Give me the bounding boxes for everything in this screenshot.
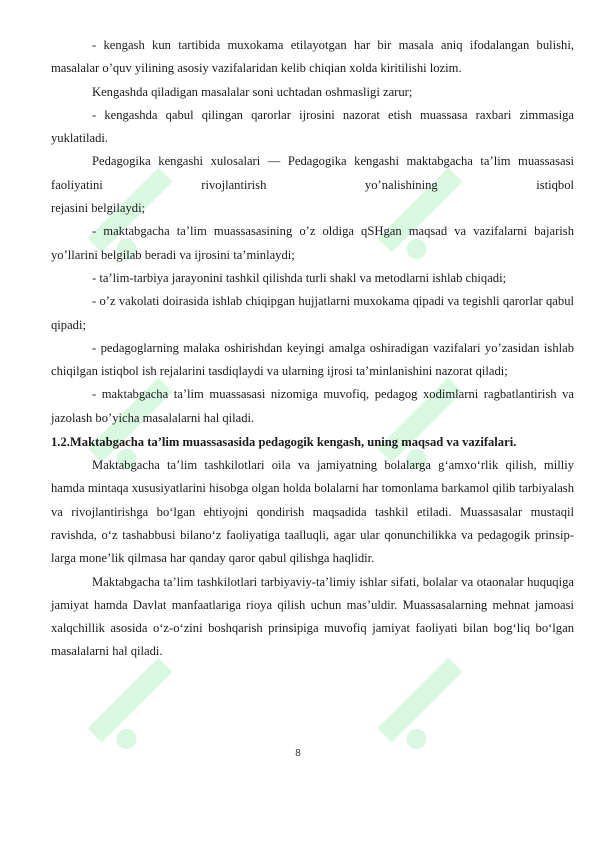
paragraph: - kengash kun tartibida muxokama etilayotgan har bir masala aniq ifodalangan bulishi, masalalar o’quv yilining asosiy vazifalaridan kelib chiqian xolda kiritilishi lozim. [51, 38, 574, 76]
paragraph: Pedagogika kengashi xulosalari — Pedagogika kengashi maktabgacha ta’lim muassasasi faoliyatini rivojlantirish yo’nalishining istiqbol [51, 154, 574, 192]
paragraph-continuation: rejasini belgilaydi; [51, 201, 146, 216]
section-heading: 1.2.Maktabgacha ta’lim muassasasida pedagogik kengash, uning maqsad va vazifalari. [51, 435, 517, 450]
page-number: 8 [295, 748, 301, 759]
document-page [51, 34, 574, 664]
paragraph: Maktabgacha ta’lim tashkilotlari oila va jamiyatning bolalarga g‘amxo‘rlik qilish, milliy hamda mintaqa xususiyatlarini hisobga olgan holda bolalarni har tomonlama barkamol qilib tarbiyalash va rivojlantirishga bo‘lgan ehtiyojni qondirish maqsadida tashkil etiladi. Muassasalar mustaqil ravishda, o‘z tashabbusi bilano‘z faoliyatiga taalluqli, agar ular qonunchilikka va pedagogik prinsip-larga mone’lik qilmasa har qanday qaror qabul qilishga haqlidir. [51, 458, 574, 566]
paragraph: - kengashda qabul qilingan qarorlar ijrosini nazorat etish muassasa raxbari zimmasiga yuklatiladi. [51, 107, 574, 146]
paragraph: - maktabgacha ta’lim muassasasining o’z oldiga qSHgan maqsad va vazifalarni bajarish yo’llarini belgilab beradi va ijrosini ta’minlaydi; [51, 224, 574, 262]
paragraph: - pedagoglarning malaka oshirishdan keyingi amalga oshiradigan vazifalari yo’zasidan ishlab chiqilgan istiqbol ish rejalarini tasdiqlaydi va ularning ijrosi ta’minlanishini nazorat qiladi; [51, 340, 574, 379]
paragraph: - ta’lim-tarbiya jarayonini tashkil qilishda turli shakl va metodlarni ishlab chiqadi; [92, 270, 507, 285]
paragraph: Kengashda qiladigan masalalar soni uchtadan oshmasligi zarur; [92, 84, 413, 99]
paragraph: - maktabgacha ta’lim muassasasi nizomiga muvofiq, pedagog xodimlarni ragbatlantirish va jazolash bo’yicha masalalarni hal qiladi. [51, 387, 574, 425]
paragraph: - o’z vakolati doirasida ishlab chiqipgan hujjatlarni muxokama qipadi va tegishli qarorlar qabul qipadi; [51, 294, 574, 332]
paragraph: Maktabgacha ta’lim tashkilotlari tarbiyaviy-ta’limiy ishlar sifati, bolalar va otaonalar huquqiga jamiyat hamda Davlat manfaatlariga rioya qilish uchun mas’uldir. Muassasalarning mehnat jamoasi xalqchillik asosida o‘z-o‘zini boshqarish prinsipiga muvofiq jamiyat faoliyati bilan bog‘liq bo‘lgan masalalarni hal qiladi. [51, 574, 574, 659]
